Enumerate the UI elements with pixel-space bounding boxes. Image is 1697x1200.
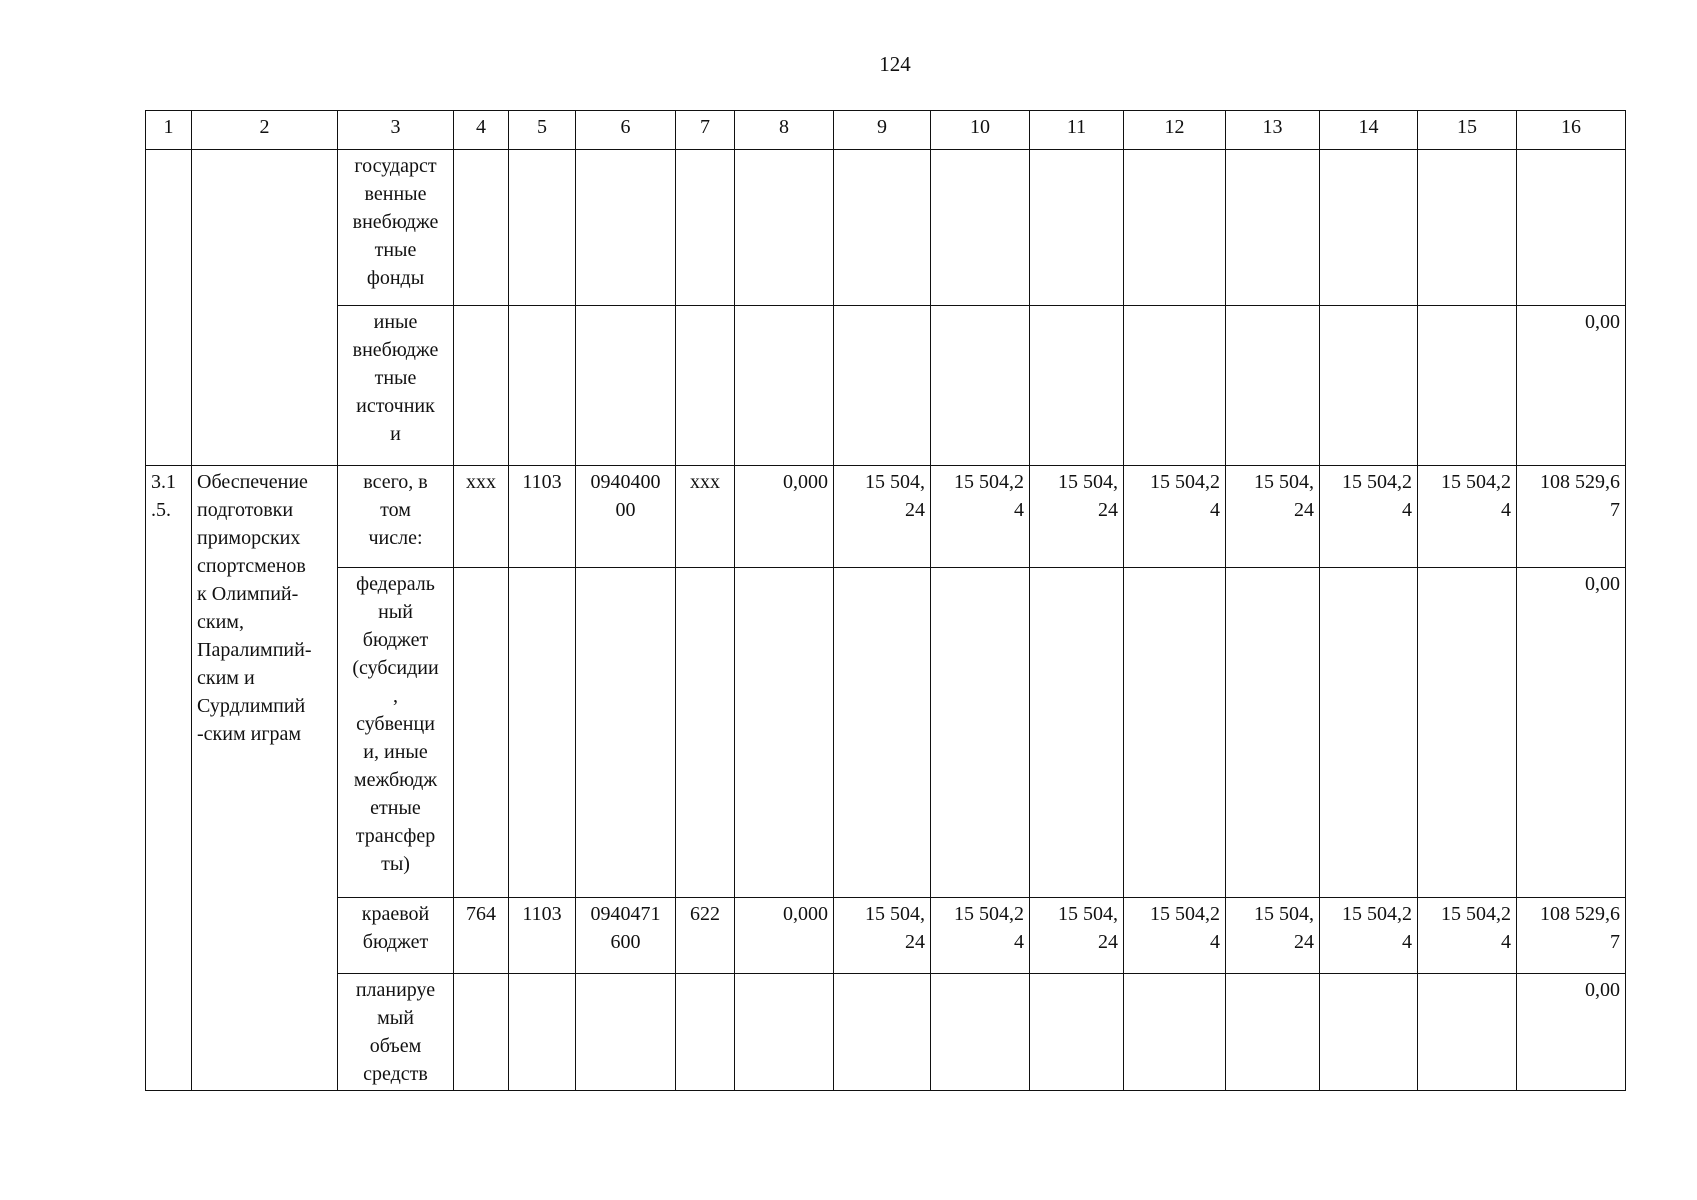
value-cell: 0,000 [735, 466, 834, 568]
value-cell [1418, 150, 1517, 306]
column-number-header: 11 [1030, 111, 1124, 150]
value-cell [1030, 974, 1124, 1091]
value-cell: 1103 [509, 898, 576, 974]
source-cell: планируе мый объем средств [338, 974, 454, 1091]
value-cell: 622 [676, 898, 735, 974]
column-number-header: 8 [735, 111, 834, 150]
value-cell [1418, 974, 1517, 1091]
value-cell: xxx [454, 466, 509, 568]
value-cell: 15 504,2 4 [1124, 466, 1226, 568]
value-cell [1124, 306, 1226, 466]
value-cell [1226, 568, 1320, 898]
value-cell: 15 504, 24 [1226, 466, 1320, 568]
value-cell [931, 150, 1030, 306]
column-number-header: 10 [931, 111, 1030, 150]
value-cell [735, 974, 834, 1091]
value-cell: 1103 [509, 466, 576, 568]
total-cell: 0,00 [1517, 568, 1626, 898]
table-body [146, 111, 1626, 1091]
column-number-header: 5 [509, 111, 576, 150]
value-cell: 0940400 00 [576, 466, 676, 568]
column-number-header: 9 [834, 111, 931, 150]
value-cell: 15 504, 24 [1226, 898, 1320, 974]
value-cell [735, 150, 834, 306]
value-cell: 15 504, 24 [1030, 466, 1124, 568]
value-cell [1124, 150, 1226, 306]
value-cell: 15 504,2 4 [1418, 898, 1517, 974]
value-cell: 15 504,2 4 [1320, 466, 1418, 568]
value-cell [1320, 150, 1418, 306]
value-cell: 15 504,2 4 [931, 898, 1030, 974]
value-cell [1030, 306, 1124, 466]
value-cell [1320, 306, 1418, 466]
value-cell: xxx [676, 466, 735, 568]
value-cell [1418, 306, 1517, 466]
value-cell [676, 974, 735, 1091]
value-cell: 15 504,2 4 [1418, 466, 1517, 568]
value-cell [1226, 974, 1320, 1091]
table-row [146, 150, 1626, 306]
value-cell [1030, 568, 1124, 898]
value-cell [735, 306, 834, 466]
value-cell: 0,000 [735, 898, 834, 974]
source-cell: государст венные внебюдже тные фонды [338, 150, 454, 306]
value-cell: 15 504,2 4 [1124, 898, 1226, 974]
total-cell: 0,00 [1517, 974, 1626, 1091]
column-number-header: 14 [1320, 111, 1418, 150]
value-cell [509, 150, 576, 306]
value-cell [676, 568, 735, 898]
value-cell [735, 568, 834, 898]
table-row [146, 306, 1626, 466]
value-cell: 764 [454, 898, 509, 974]
budget-table [145, 110, 1626, 1091]
value-cell [509, 306, 576, 466]
column-number-header: 15 [1418, 111, 1517, 150]
value-cell [834, 306, 931, 466]
table-row [146, 466, 1626, 568]
value-cell [931, 568, 1030, 898]
column-number-header: 6 [576, 111, 676, 150]
value-cell [576, 150, 676, 306]
row-number-cell: 3.1 .5. [146, 466, 192, 1091]
value-cell [1124, 568, 1226, 898]
page-number: 124 [879, 52, 911, 76]
source-cell: иные внебюдже тные источник и [338, 306, 454, 466]
value-cell [454, 306, 509, 466]
value-cell [509, 568, 576, 898]
source-cell: федераль ный бюджет (субсидии , субвенци и, иные межбюдж етные трансфер ты) [338, 568, 454, 898]
row-number-cell [146, 150, 192, 466]
value-cell [1320, 568, 1418, 898]
column-number-header: 16 [1517, 111, 1626, 150]
header-row [146, 111, 1626, 150]
total-cell: 108 529,6 7 [1517, 898, 1626, 974]
row-name-cell: Обеспечение подготовки приморских спортсменов к Олимпий- ским, Паралимпий- ским и Сурдлимпий -ским играм [192, 466, 338, 1091]
total-cell: 0,00 [1517, 306, 1626, 466]
column-number-header: 12 [1124, 111, 1226, 150]
table-row [146, 568, 1626, 898]
value-cell [834, 568, 931, 898]
value-cell [676, 306, 735, 466]
column-number-header: 1 [146, 111, 192, 150]
value-cell: 15 504, 24 [834, 466, 931, 568]
column-number-header: 7 [676, 111, 735, 150]
value-cell [1226, 306, 1320, 466]
value-cell: 0940471 600 [576, 898, 676, 974]
total-cell: 108 529,6 7 [1517, 466, 1626, 568]
column-number-header: 13 [1226, 111, 1320, 150]
value-cell: 15 504,2 4 [1320, 898, 1418, 974]
value-cell: 15 504,2 4 [931, 466, 1030, 568]
value-cell [1226, 150, 1320, 306]
value-cell [454, 568, 509, 898]
value-cell [834, 974, 931, 1091]
column-number-header: 4 [454, 111, 509, 150]
value-cell [509, 974, 576, 1091]
value-cell [1418, 568, 1517, 898]
row-name-cell [192, 150, 338, 466]
value-cell [1030, 150, 1124, 306]
value-cell [576, 306, 676, 466]
source-cell: краевой бюджет [338, 898, 454, 974]
column-number-header: 2 [192, 111, 338, 150]
source-cell: всего, в том числе: [338, 466, 454, 568]
table-row [146, 898, 1626, 974]
value-cell [931, 306, 1030, 466]
value-cell [834, 150, 931, 306]
value-cell: 15 504, 24 [1030, 898, 1124, 974]
value-cell [1320, 974, 1418, 1091]
column-number-header: 3 [338, 111, 454, 150]
value-cell [576, 568, 676, 898]
value-cell [676, 150, 735, 306]
total-cell [1517, 150, 1626, 306]
value-cell [1124, 974, 1226, 1091]
table-row [146, 974, 1626, 1091]
value-cell [576, 974, 676, 1091]
value-cell [454, 974, 509, 1091]
value-cell [454, 150, 509, 306]
value-cell [931, 974, 1030, 1091]
value-cell: 15 504, 24 [834, 898, 931, 974]
